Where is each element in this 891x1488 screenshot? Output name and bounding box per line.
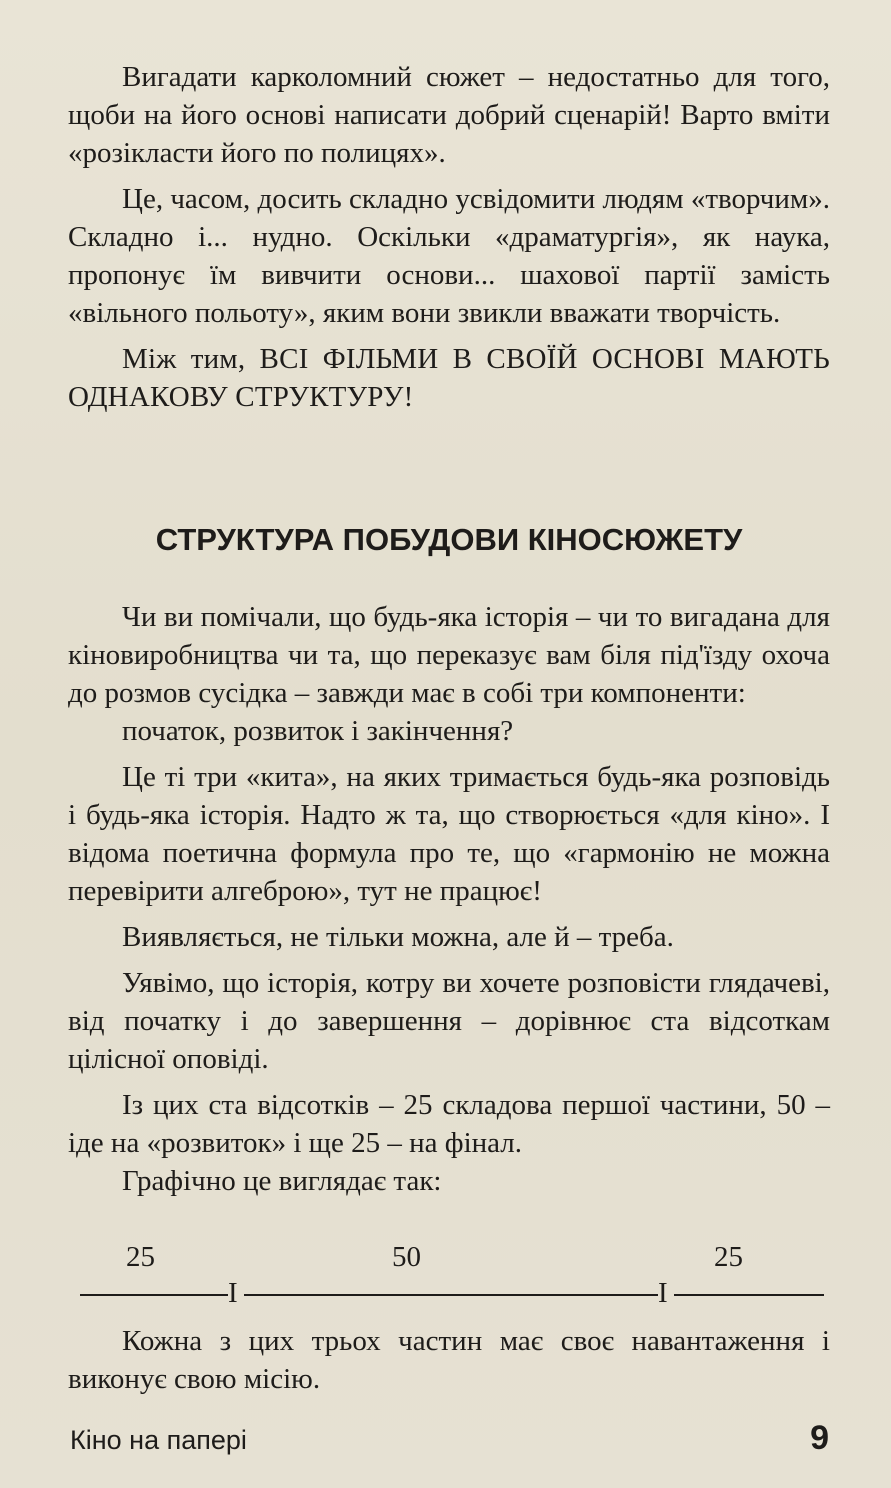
section-paragraph-6: Із цих ста відсотків – 25 складова першої частини, 50 – іде на «розвиток» і ще 25 – на фінал. [68,1089,830,1159]
scheme-label-beginning: 25 [126,1241,155,1273]
scheme-label-development: 50 [392,1241,421,1273]
intro-text [68,58,830,416]
intro-paragraph-2: Це, часом, досить складно усвідомити людям «творчим». Складно і... нудно. Оскільки «драматургія», як наука, пропонує їм вивчити основи... шахової партії замість «вільного польоту», яким вони звикли вважати творчість. [68,183,830,329]
section-paragraph-4: Виявляється, не тільки можна, але й – треба. [122,921,674,953]
section-paragraph-5: Уявімо, що історія, котру ви хочете розповісти глядачеві, від початку і до завершення – дорівнює ста відсоткам цілісної оповіді. [68,967,830,1075]
section-paragraph-3: Це ті три «кита», на яких тримається будь-яка розповідь і будь-яка історія. Надто ж та, що створюється «для кіно». І відома поетична формула про те, що «гармонію не можна перевірити алгеброю», тут не працює! [68,761,830,907]
scheme-label-ending: 25 [714,1241,743,1273]
scheme-divider-2: I [658,1277,668,1309]
intro-paragraph-3: Між тим, ВСІ ФІЛЬМИ В СВОЇЙ ОСНОВІ МАЮТЬ ОДНАКОВУ СТРУКТУРУ! [68,343,830,413]
scheme-line-segment-2 [244,1294,658,1296]
scheme-line-segment-1 [80,1294,228,1296]
section-paragraph-2: початок, розвиток і закінчення? [122,715,514,747]
section-paragraph-1: Чи ви помічали, що будь-яка історія – чи то вигадана для кіновиробництва чи та, що переказує вам біля під'їзду охоча до розмов сусідка – завжди має в собі три компоненти: [68,601,830,709]
scheme-line-segment-3 [674,1294,824,1296]
proportion-scheme [68,1232,830,1312]
section-heading: СТРУКТУРА ПОБУДОВИ КІНОСЮЖЕТУ [155,522,743,557]
section-paragraph-8: Кожна з цих трьох частин має своє навантаження і виконує свою місію. [68,1325,830,1395]
running-footer-title: Кіно на папері [70,1425,247,1455]
section-text [68,598,830,1200]
section-paragraph-7: Графічно це виглядає так: [122,1165,442,1197]
closing-text [68,1322,830,1398]
intro-paragraph-1: Вигадати карколомний сюжет – недостатньо для того, щоби на його основі написати добрий сценарій! Варто вміти «розікласти його по полицях». [68,61,830,169]
page-number: 9 [810,1419,829,1457]
scheme-divider-1: I [228,1277,238,1309]
